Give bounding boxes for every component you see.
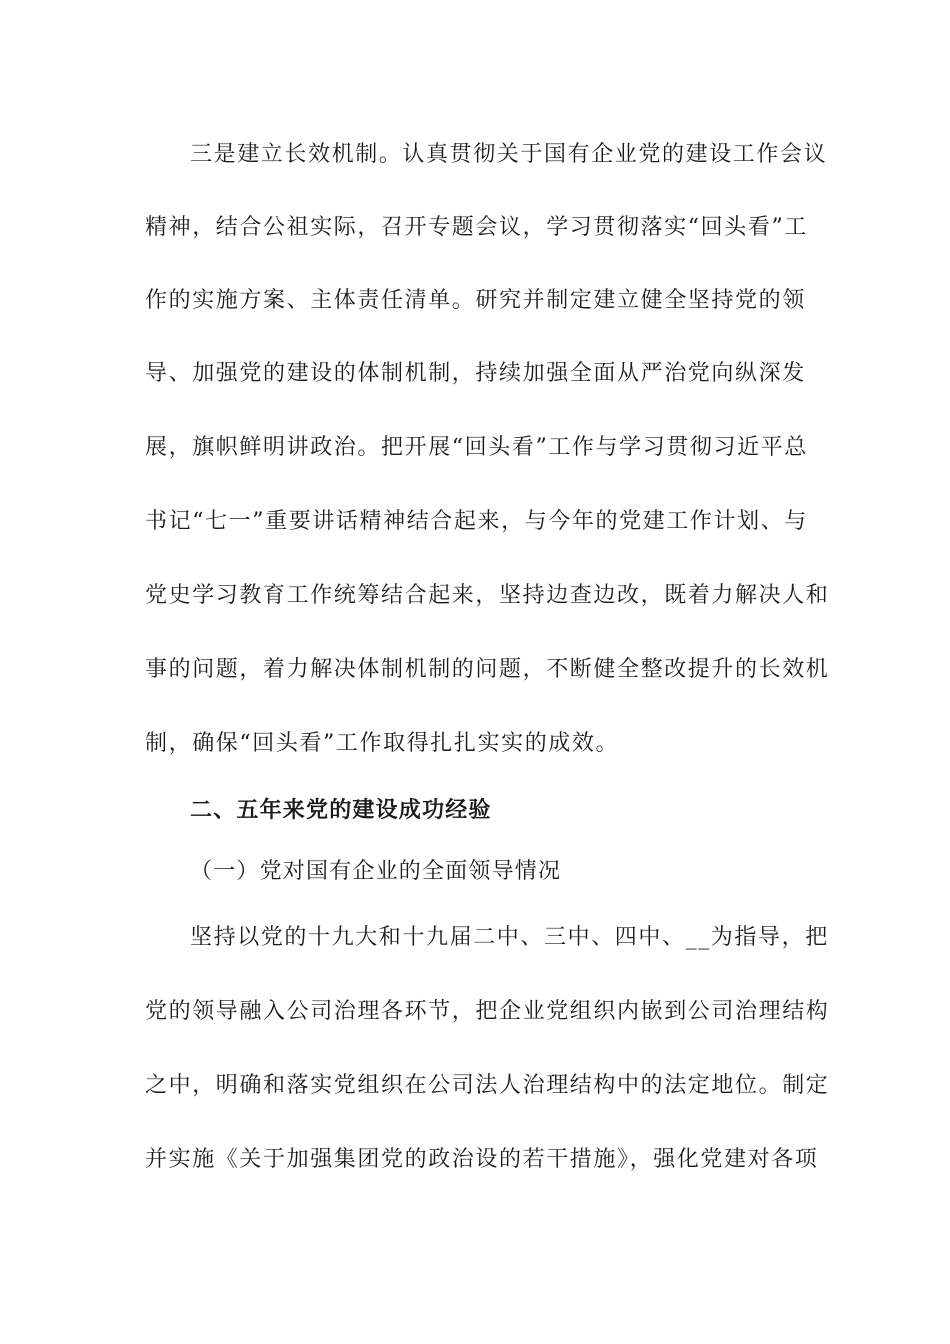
paragraph-line: 党史学习教育工作统筹结合起来，坚持边查边改，既着力解决人和 [145, 583, 830, 608]
paragraph-line: 并实施《关于加强集团党的政治设的若干措施》，强化党建对各项 [145, 1147, 819, 1172]
paragraph-line: 事的问题，着力解决体制机制的问题，不断健全整改提升的长效机 [145, 657, 830, 682]
paragraph-line: 制，确保“回头看”工作取得扎扎实实的成效。 [145, 731, 620, 756]
subsection-heading: （一）党对国有企业的全面领导情况 [190, 859, 562, 884]
paragraph-line: 之中，明确和落实党组织在公司法人治理结构中的法定地位。制定 [145, 1073, 830, 1098]
paragraph-line: 展，旗帜鲜明讲政治。把开展“回头看”工作与学习贯彻习近平总 [145, 435, 808, 460]
paragraph-line: 书记“七一”重要讲话精神结合起来，与今年的党建工作计划、与 [145, 509, 808, 534]
paragraph-line: 三是建立长效机制。认真贯彻关于国有企业党的建设工作会议 [190, 142, 828, 167]
paragraph-line: 坚持以党的十九大和十九届二中、三中、四中、__为指导，把 [190, 925, 829, 950]
paragraph-line: 作的实施方案、主体责任清单。研究并制定建立健全坚持党的领 [145, 288, 806, 313]
paragraph-line: 精神，结合公祖实际，召开专题会议，学习贯彻落实“回头看”工 [145, 215, 808, 240]
paragraph-line: 导、加强党的建设的体制机制，持续加强全面从严治党向纵深发 [145, 361, 806, 386]
paragraph-line: 党的领导融入公司治理各环节，把企业党组织内嵌到公司治理结构 [145, 999, 830, 1024]
section-heading: 二、五年来党的建设成功经验 [190, 798, 492, 823]
